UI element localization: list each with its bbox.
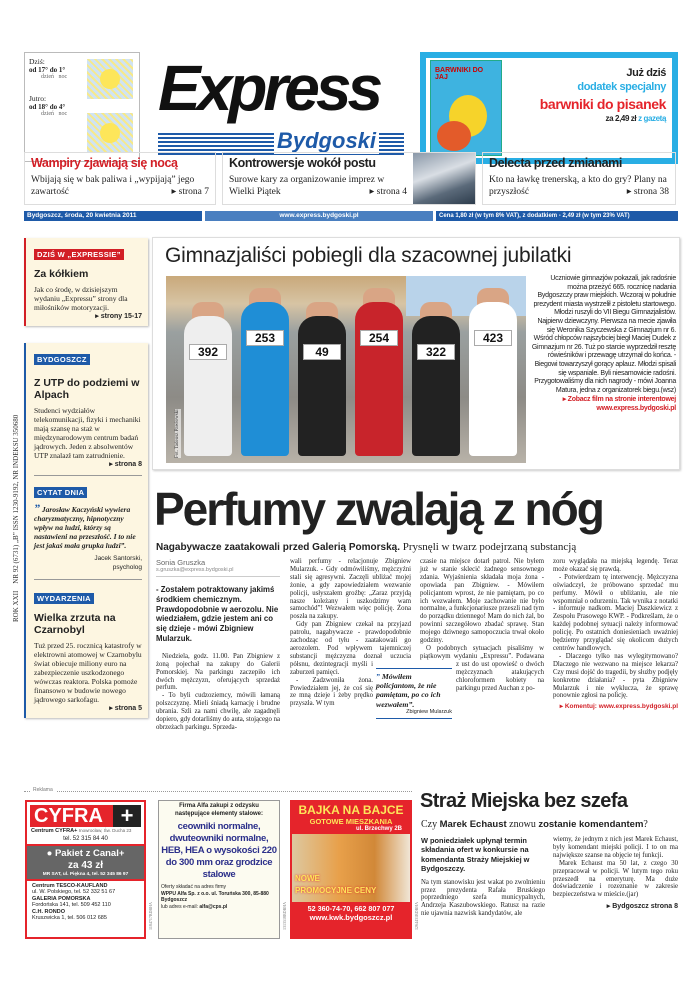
building-photo: NOWE PROMOCYJNE CENY: [292, 834, 410, 902]
paragraph: - Zadzwoniła żona. Powiedziałem jej, że coś się ze mną dzieje i żeby prędko przyszła. W tym: [290, 676, 373, 708]
website-link[interactable]: www.express.bydgoski.pl: [205, 211, 433, 221]
price-bar: Cena 1,80 zł (w tym 8% VAT), z dodatkiem - 2,49 zł (w tym 23% VAT): [436, 211, 678, 221]
runner-figure: [355, 302, 403, 456]
sun-icon: [87, 59, 133, 99]
cyfra-offer: ● Pakiet z Canal+: [46, 847, 125, 859]
sidebar-title: Za kółkiem: [34, 268, 89, 280]
paragraph: - Dlaczego tylko nas wylegitymowano? Dlaczego nie wezwano na miejsce lekarza? Czy musi dojść do tragedii, by służby podjęły konkretne działania? - pyta Zbigniew Mularzuk i nie wyklucza, że sprawę ponownie zgłosi na policję.: [553, 652, 678, 700]
runner-figure: [469, 302, 517, 456]
alfa-items: ceowniki normalne, dwuteowniki normalne, HEB, HEA o wysokości 220 do 300 mm oraz grodzice stalowe: [161, 821, 277, 880]
cyfra-tel: tel. 52 315 84 40: [63, 835, 108, 842]
guard-subheadline: Czy Marek Echaust znowu zostanie komendantem?: [421, 819, 648, 830]
teaser-desc: Surowe kary za organizowanie imprez w Wielki Piątek: [229, 175, 385, 197]
photo-story-text: Uczniowie gimnazjów pokazali, jak radośnie można przeżyć 665. rocznicę nadania Bydgoszczy praw miejskich. Wczoraj w południe prezydent miasta wystrzelił z pistoletu startowego. Młodzi ruszyli do VII Biegu Gimnazjalistów. Najpierw dziewczyny. Pierwsza na mecie zjawiła się Weronika Szyczewska z Gimnazjum nr 6. Wśród chłopców najszybciej biegł Maciej Dudek z Gimnazjum nr 26. Tuż po starcie wyprzedził resztę rówieśników i przewagę utrzymał do końca. - Biegowi towarzyszył gorący aplauz. Młodzi spisali się wspaniale. Byli niesamowicie radośni. Przygotowaliśmy dla nich nagrody - mówi Joanna Matura, jedna z organizatorek biegu.(wsz): [531, 275, 676, 394]
paragraph: - Potwierdzam tę interwencję. Mężczyzna oświadczył, że próbowano sprzedać mu perfumy. Mówił o ubliżaniu, ale nie wspomniał o odurzeniu. Tak wynika z notatki - informuje nadkom. Maciej Daszkiewicz z Zespołu Prasowego KWP. - Podkreślam, że o każdej podobnej sytuacji należy informować policję. Po ostatnich doniesieniach uważniej będziemy przyglądać się okolicom dużych centrów handlowych.: [553, 573, 678, 652]
quote-text: Jarosław Kaczyński wywiera charyzmatyczny, hipnotyczny wpływ na ludzi, którzy są nastawieni na przeszłość. I to nie jest jakaś mała grupka ludzi”.: [34, 505, 136, 550]
paragraph: O podobnych sytuacjach pisaliśmy w piątkowym wydaniu „Expressu”. Podawana z ust do ust opowieść o dwóch mężczyznach atakujących chloroformem kobiety na parkingu przed Auchan z po-: [420, 644, 544, 692]
promo-line2: dodatek specjalny: [577, 81, 666, 93]
bib-number: 253: [246, 330, 284, 346]
coloring-book-image: [430, 60, 502, 156]
ad-code: 1264431BDBHA: [414, 901, 419, 930]
teaser-kontrowersje[interactable]: [222, 152, 476, 205]
teaser-page[interactable]: ▸ strona 38: [626, 187, 669, 197]
sidebar-page-link[interactable]: ▸ strony 15-17: [95, 313, 142, 320]
runner-figure: [412, 316, 460, 456]
promo-line3: barwniki do pisanek: [539, 96, 666, 112]
night-label: noc: [58, 74, 68, 80]
teaser-photo: [413, 153, 475, 204]
bib-number: 49: [303, 344, 341, 360]
main-col-3: [420, 558, 544, 744]
sidebar-text: Tuż przed 25. rocznicą katastrofy w elektrowni atomowej w Czarnobylu świat obiecuje miliony euro na zabezpieczenie uszkodzonego wówczas reaktora. Polska pomoże finansowo w budowie nowego jądrowego sarkofagu.: [34, 641, 142, 704]
guard-headline[interactable]: Straż Miejska bez szefa: [420, 790, 628, 812]
photo-credit: Fot. Tadeusz Pawłowski: [175, 409, 180, 458]
guard-text: Na tym stanowisku jest wakat po zwolnieniu przez prezydenta Rafała Bruskiego poprzedniego szefa municypalnych, Andrzeja Kaszubowskiego. Ratusz na razie nie ujawnia nazwisk kandydatów, ale: [421, 878, 545, 918]
runner-figure: [298, 316, 346, 456]
ad-alfa[interactable]: Firma Alfa zakupi z odzysku następujące elementy stalowe: ceowniki normalne, dwuteowniki normalne, HEB, HEA o wysokości 220 do 300 mm oraz grodzice stalowe Oferty składać na adres firmy WPPU Alfa Sp. z o.o. ul. Toruńska 300, 85-880 Bydgoszcz lub adres e-mail: alfa@cps.pl: [158, 800, 280, 939]
book-title: BARWNIKI DO JAJ: [435, 67, 484, 81]
main-col-4: [553, 558, 678, 710]
bib-number: 423: [474, 330, 512, 346]
day-label: dzień: [41, 74, 54, 80]
teaser-title: Kontrowersje wokół postu: [229, 156, 376, 170]
promo-ad[interactable]: [420, 52, 678, 164]
sidebar-title[interactable]: Z UTP do podziemi w Alpach: [34, 377, 140, 401]
author-email[interactable]: s.gruszka@express.bydgoski.pl: [156, 567, 280, 577]
teaser-desc: Kto na ławkę trenerską, a kto do gry? Plany na przyszłość: [489, 175, 667, 197]
plus-icon: +: [113, 805, 141, 827]
ad-cyfra[interactable]: CYFRA + Centrum CYFRA+ Inowrocław, Św. Ducha 23 tel. 52 315 84 40 ● Pakiet z Canal+ za 43 zł MR SAT, ul. Piękna 4, tel. 52 345 86 97 Centrum TESCO-KAUFLAND ul. W. Polskiego, tel. 52 332 51 67 GALERIA POMORSKA Fordońska 141, tel. 509 452 110 C.H. RONDO Kruszwicka 1, tel. 506 012 685: [25, 800, 146, 939]
sidebar-text: Jak co środę, w dzisiejszym wydaniu „Expressu” strony dla miłośników motoryzacji.: [34, 285, 128, 312]
weather-tomorrow-label: Jutro:: [29, 94, 47, 103]
sidebar-today-box[interactable]: [24, 238, 148, 326]
article-lead: - Zostałem potraktowany jakimś środkiem chemicznym. Prawdopodobnie w aerozolu. Nie wiedziałem, gdzie jestem ani co się dzieje - mówi Zbigniew Mularzuk.: [156, 585, 279, 643]
sidebar-city-box: [24, 343, 148, 718]
guard-col-2: wiemy, że jednym z nich jest Marek Echaust, były komendant miejski policji. I to on ma największe szanse na objęcie tej funkcji. Marek Echaust ma 50 lat, z czego 30 przepracował w policji. W lutym tego roku przeszedł na emeryturę. Ma duże doświadczenie i rozeznanie w zakresie bezpieczeństwa w mieście.(jar) ▸ Bydgoszcz strona 8: [553, 836, 678, 911]
guard-lead: W poniedziałek upłynął termin składania ofert w konkursie na komendanta Straży Miejskiej w Bydgoszczy.: [421, 836, 530, 874]
cyfra-price: za 43 zł: [67, 859, 104, 871]
promo-price: za 2,49 zł: [605, 114, 637, 123]
teaser-wampiry[interactable]: [24, 152, 216, 205]
date-bar: Bydgoszcz, środa, 20 kwietnia 2011: [24, 211, 202, 221]
teaser-page[interactable]: ▸ strona 4: [369, 187, 407, 197]
author-name: Sonia Gruszka: [156, 558, 206, 567]
promo-line1: Już dziś: [626, 67, 666, 79]
sidebar-page-link[interactable]: ▸ strona 5: [109, 705, 142, 712]
weather-box: [24, 52, 140, 162]
tag-label: BYDGOSZCZ: [34, 354, 90, 365]
bib-number: 254: [360, 330, 398, 346]
paragraph: Niedziela, godz. 11.00. Pan Zbigniew z żoną pojechał na zakupy do Galerii Pomorskiej. Na parkingu zaczepiło ich dwóch mężczyzn, oferujących sprzedaż perfum.: [156, 652, 280, 692]
sidebar-page-link[interactable]: ▸ strona 8: [109, 461, 142, 468]
paragraph: Gdy pan Zbigniew czekał na przyjazd patrolu, nagabywacze - prawdopodobnie zachodząc od tyłu - zaatakowali go aerozolem. Pod wpływem tajemniczej substancji mężczyzna doznał uczucia półsnu, dezintegracji myśli i zaburzeń pamięci.: [290, 621, 411, 676]
teaser-page[interactable]: ▸ strona 7: [171, 187, 209, 197]
weather-today-temp: od 17° do 1°: [29, 66, 66, 74]
promo-price-suffix: z gazetą: [638, 114, 666, 123]
main-headline[interactable]: Perfumy zwalają z nóg: [154, 483, 603, 535]
ad-label: Reklama: [30, 787, 56, 793]
alfa-email[interactable]: alfa@cps.pl: [199, 903, 228, 910]
sun-icon: [87, 113, 133, 153]
sidebar-title[interactable]: Wielka zrzuta na Czarnobyl: [34, 612, 116, 636]
runner-figure: [184, 316, 232, 456]
cyfra-center-addr: Inowrocław, Św. Ducha 23: [78, 828, 132, 833]
teaser-delecta[interactable]: [482, 152, 676, 205]
photo-story-title[interactable]: Gimnazjaliści pobiegli dla szacownej jubilatki: [165, 244, 572, 267]
paragraph: zoru wyglądała na miejską legendę. Teraz może okazać się prawdą.: [553, 558, 678, 573]
sidebar-text: Studenci wydziałów telekomunikacji, fizyki i mechaniki mają szansę na staż w międzynarodowym centrum badań jądrowych. Jeden z absolwentów UTP znalazł tam zatrudnienie.: [34, 406, 141, 460]
paragraph: - To byli cudzoziemcy, mówili łamaną polszczyznę. Mieli śniadą karnację i brudne ubrania. Szli za nami chwilę, ale zagadnęli dopiero, gdy dotarliśmy do auta, stojącego na obrzeżach parkingu. Sprzeda-: [156, 692, 280, 731]
runners-photo: [166, 276, 526, 463]
bib-number: 322: [417, 344, 455, 360]
ad-code: 1313518BDBHA: [282, 901, 287, 930]
logo-express: Express: [158, 52, 380, 124]
guard-col-1: [421, 836, 545, 918]
main-col-1: [156, 558, 280, 732]
tag-label: DZIŚ W „EXPRESSIE”: [34, 249, 124, 260]
tag-label: CYTAT DNIA: [34, 487, 87, 498]
paragraph: wali perfumy - relacjonuje Zbigniew Mularzuk. - Gdy odmówiliśmy, mężczyźni stali się agresywni. Zaczęli ubliżać mojej żonie, a gdy zapowiedziałem wezwanie policji, usłyszałem groźbę: „Zaraz przyjdą nasze koleżany i uszkodzimy wam samochód”! Wezwałem więc policję. Żona poszła na zakupy.: [290, 558, 411, 621]
comment-link[interactable]: ▸ Komentuj: www.express.bydgoski.pl: [559, 703, 678, 711]
pull-quote: ” Mówiłem policjantom, że nie pamiętam, po co ich wezwałem”. Zbigniew Mularzuk: [376, 668, 452, 719]
bib-number: 392: [189, 344, 227, 360]
cyfra-mrsat: MR SAT, ul. Piękna 4, tel. 52 345 86 97: [42, 871, 129, 877]
quote-mark-icon: ”: [34, 501, 40, 515]
teaser-desc: Wbijają się w bak paliwa i „wypijają” jego zawartość: [31, 175, 195, 197]
cyfra-center: Centrum CYFRA+: [31, 828, 78, 834]
logo-bydgoski: Bydgoski: [274, 128, 379, 154]
ad-bajka[interactable]: BAJKA NA BAJCE GOTOWE MIESZKANIA ul. Brzechwy 2B NOWE PROMOCYJNE CENY 52 360-74-70, 662 807 077 www.kwk.bydgoszcz.pl: [290, 800, 412, 939]
tag-label: WYDARZENIA: [34, 593, 94, 604]
masthead-logo[interactable]: [158, 48, 404, 160]
cyfra-logo: CYFRA: [34, 805, 103, 827]
quote-role: psycholog: [112, 563, 142, 571]
edition-info: ROK XXII NR 92 (6731) „B” ISSN 1230-9192, NR INDEKSU 350680: [12, 414, 20, 622]
paragraph: czasie na miejsce dotarł patrol. Nie byłem już w stanie sklecić żadnego sensownego zdania. Wyjaśnienia składała moja żona - opowiada pan Zbigniew. - Mówiłem policjantom wprost, że nie pamiętam, po co ich wezwałem. Moje zachowanie nie było normalne, a funkcjonariusze przeszli nad tym do porządku dziennego! Mam do nich żal, bo powinni szczegółowo zbadać sprawę. Stan mojego dziwnego samopoczucia trwał około godziny.: [420, 558, 544, 645]
pull-quote-author: Zbigniew Mularzuk: [406, 708, 452, 715]
guard-page-link[interactable]: ▸ Bydgoszcz strona 8: [606, 903, 678, 911]
night-label: noc: [58, 111, 68, 117]
ad-code: 1184717BDBHA: [148, 902, 153, 930]
video-link[interactable]: ▸ Zobacz film na stronie interentowej www.express.bydgoski.pl: [562, 396, 676, 412]
teaser-title: Delecta przed zmianami: [489, 156, 622, 170]
weather-today-label: Dziś:: [29, 57, 45, 66]
weather-tomorrow-temp: od 18° do 4°: [29, 103, 66, 111]
quote-mark-icon: ”: [376, 672, 380, 681]
teaser-title: Wampiry zjawiają się nocą: [31, 156, 178, 170]
main-subheadline: Nagabywacze zaatakowali przed Galerią Pomorską. Prysnęli w twarz podejrzaną substancją: [156, 541, 577, 553]
quote-author: Jacek Santorski,: [94, 555, 142, 562]
day-label: dzień: [41, 111, 54, 117]
runner-figure: [241, 302, 289, 456]
photo-story: [152, 237, 680, 470]
